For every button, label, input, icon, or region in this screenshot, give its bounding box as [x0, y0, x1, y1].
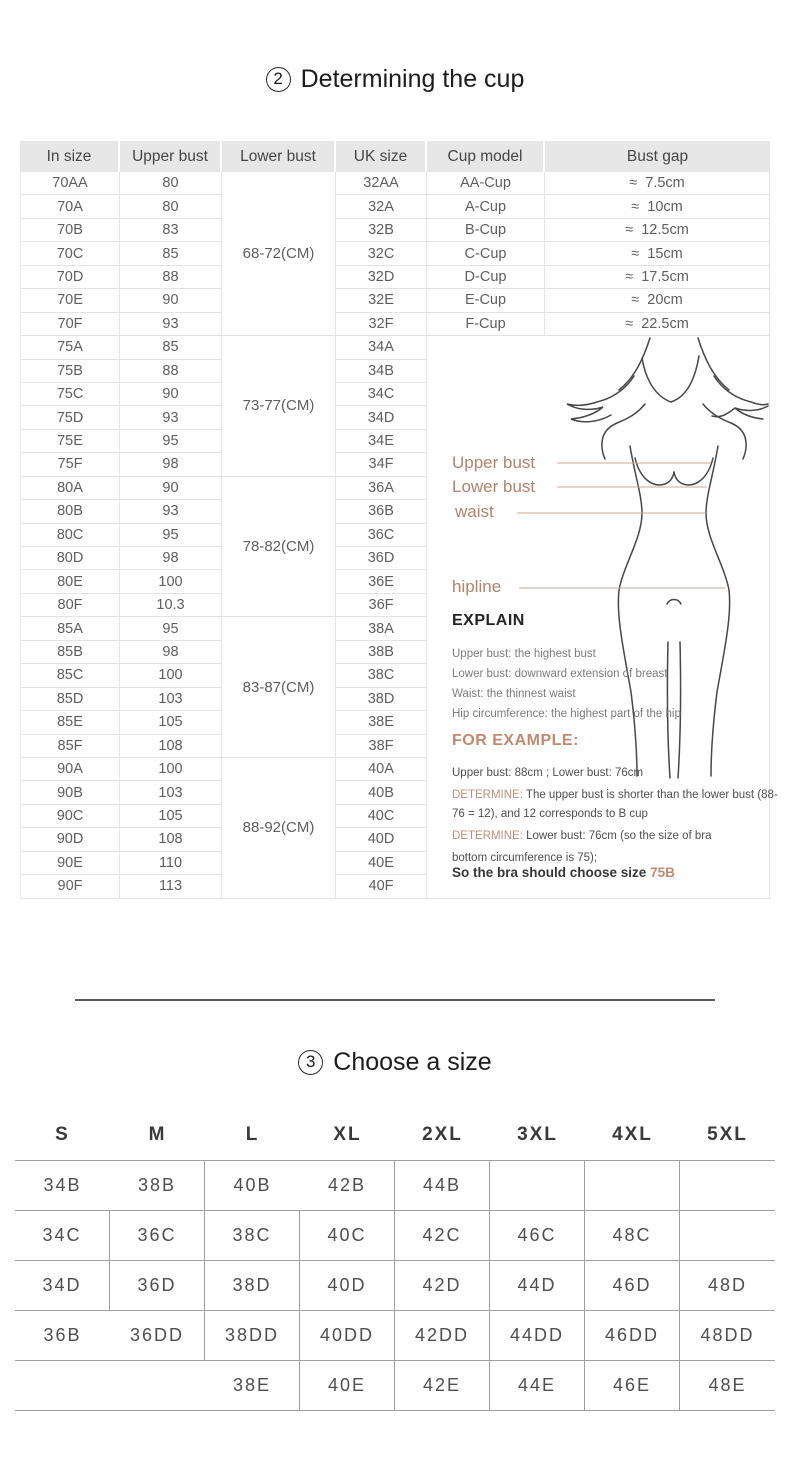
in-size-cell: 80F: [21, 594, 119, 617]
upper-bust-cell: 88: [120, 266, 221, 289]
in-size-cell: 85A: [21, 617, 119, 640]
in-size-cell: 75F: [21, 453, 119, 476]
cup-table-bands: [20, 336, 427, 899]
uk-size-cell: 40E: [336, 852, 426, 875]
cup-table-band: [20, 617, 427, 758]
upper-bust-cell: 10.3: [120, 594, 221, 617]
upper-bust-cell: 80: [120, 195, 221, 218]
size-grid-cell: 40C: [300, 1211, 395, 1260]
size-grid-cell: [490, 1161, 585, 1210]
cup-table-column: [20, 477, 120, 618]
size-grid-cell: 46D: [585, 1261, 680, 1310]
in-size-cell: 75D: [21, 406, 119, 429]
merged-lower-bust-cell: 68-72(CM): [242, 245, 315, 263]
cup-model-cell: F-Cup: [427, 313, 544, 336]
bust-gap-cell: ≈ 10cm: [545, 195, 769, 218]
uk-size-cell: 38B: [336, 641, 426, 664]
cup-table-column: [120, 477, 222, 618]
uk-size-cell: 36A: [336, 477, 426, 500]
cup-model-cell: E-Cup: [427, 289, 544, 312]
upper-bust-cell: 100: [120, 758, 221, 781]
size-grid: [15, 1110, 775, 1411]
in-size-cell: 90C: [21, 805, 119, 828]
in-size-cell: 70AA: [21, 172, 119, 195]
explain-lines: [452, 644, 681, 724]
upper-bust-cell: 110: [120, 852, 221, 875]
size-grid-cell: 36C: [110, 1211, 205, 1260]
cup-table-column: [20, 336, 120, 477]
cup-table-column: [120, 336, 222, 477]
size-grid-header-cell: 4XL: [612, 1124, 653, 1145]
upper-bust-cell: 93: [120, 500, 221, 523]
cup-table-header-row: [20, 141, 770, 172]
upper-bust-cell: 90: [120, 477, 221, 500]
cup-table-column: [20, 172, 120, 336]
size-grid-body: [15, 1160, 775, 1411]
label-lower-bust: Lower bust: [452, 477, 536, 497]
cup-table-band-70: [20, 172, 770, 336]
cup-table-column: [120, 758, 222, 899]
bust-gap-cell: ≈ 7.5cm: [545, 172, 769, 195]
in-size-cell: 85F: [21, 735, 119, 758]
explain-line: Waist: the thinnest waist: [452, 688, 576, 701]
cup-table-column: [20, 617, 120, 758]
determine-label: DETERMINE:: [452, 830, 527, 843]
size-grid-header-cell: 3XL: [517, 1124, 558, 1145]
uk-size-cell: 36D: [336, 547, 426, 570]
upper-bust-cell: 95: [120, 617, 221, 640]
size-grid-cell: [585, 1161, 680, 1210]
upper-bust-cell: 113: [120, 875, 221, 898]
in-size-cell: 70B: [21, 219, 119, 242]
lower-bust-column: [222, 477, 336, 618]
cup-table-lower-area: [20, 336, 778, 899]
size-grid-cell: 40D: [300, 1261, 395, 1310]
conclusion: [452, 865, 675, 880]
column-header: Lower bust: [222, 141, 336, 172]
cup-model-cell: B-Cup: [427, 219, 544, 242]
uk-size-column: [336, 477, 427, 618]
size-grid-header-cell: 5XL: [707, 1124, 748, 1145]
bust-gap-cell: ≈ 20cm: [545, 289, 769, 312]
explain-line: Hip circumference: the highest part of the hip: [452, 708, 681, 721]
conclusion-text: So the bra should choose size: [452, 865, 647, 881]
size-grid-cell: 38E: [205, 1361, 300, 1410]
size-grid-cell: 34C: [15, 1211, 110, 1260]
bust-gap-cell: ≈ 17.5cm: [545, 266, 769, 289]
in-size-cell: 80D: [21, 547, 119, 570]
cup-table-column: [120, 617, 222, 758]
cup-table-band: [20, 336, 427, 477]
determine-line-2: [452, 825, 714, 869]
uk-size-cell: 38D: [336, 688, 426, 711]
cup-model-column: [427, 172, 545, 336]
cup-table-band: [20, 477, 427, 618]
size-grid-cell: 44E: [490, 1361, 585, 1410]
upper-bust-cell: 105: [120, 805, 221, 828]
upper-bust-cell: 105: [120, 711, 221, 734]
size-grid-cell: 38DD: [205, 1311, 300, 1360]
size-grid-cell: [680, 1211, 775, 1260]
in-size-cell: 85C: [21, 664, 119, 687]
step-3-badge: 3: [298, 1050, 323, 1075]
size-grid-cell: 42B: [300, 1161, 395, 1210]
uk-size-cell: 36E: [336, 570, 426, 593]
size-grid-cell: 44D: [490, 1261, 585, 1310]
size-grid-cell: 42E: [395, 1361, 490, 1410]
uk-size-cell: 32C: [336, 242, 426, 265]
size-grid-cell: 48DD: [700, 1325, 755, 1345]
in-size-cell: 90A: [21, 758, 119, 781]
uk-size-cell: 40B: [336, 781, 426, 804]
upper-bust-cell: 80: [120, 172, 221, 195]
upper-bust-cell: 83: [120, 219, 221, 242]
in-size-cell: 90D: [21, 828, 119, 851]
merged-lower-bust-cell: 88-92(CM): [242, 819, 315, 837]
section2-title-text: Determining the cup: [300, 64, 525, 93]
upper-bust-cell: 100: [120, 570, 221, 593]
in-size-cell: 80C: [21, 524, 119, 547]
in-size-cell: 75A: [21, 336, 119, 359]
section2-title: [0, 61, 790, 97]
uk-size-cell: 34B: [336, 360, 426, 383]
lower-bust-column: [222, 172, 336, 336]
cup-table-band: [20, 758, 427, 899]
merged-lower-bust-cell: 73-77(CM): [242, 397, 315, 415]
explain-line: Upper bust: the highest bust: [452, 648, 596, 661]
figure-area: [427, 336, 778, 899]
section3-title: [0, 1044, 790, 1080]
size-grid-cell: 40B: [233, 1175, 272, 1195]
label-hipline: hipline: [452, 577, 502, 597]
size-grid-header-cell: XL: [333, 1124, 362, 1145]
cup-model-cell: A-Cup: [427, 195, 544, 218]
upper-bust-cell: 108: [120, 735, 221, 758]
determine-line-1: [452, 786, 786, 824]
in-size-cell: 85E: [21, 711, 119, 734]
uk-size-cell: 38A: [336, 617, 426, 640]
upper-bust-cell: 103: [120, 688, 221, 711]
lower-bust-column: [222, 758, 336, 899]
size-grid-cell: 44DD: [490, 1311, 585, 1360]
cup-table-column: [120, 172, 222, 336]
size-grid-row: [15, 1311, 775, 1361]
upper-bust-cell: 90: [120, 383, 221, 406]
upper-bust-cell: 93: [120, 406, 221, 429]
size-grid-cell: 38D: [205, 1261, 300, 1310]
upper-bust-cell: 88: [120, 360, 221, 383]
lower-bust-column: [222, 336, 336, 477]
size-grid-cell: 36DD: [110, 1311, 205, 1360]
cup-model-cell: AA-Cup: [427, 172, 544, 195]
uk-size-cell: 40A: [336, 758, 426, 781]
in-size-cell: 75E: [21, 430, 119, 453]
determine-label: DETERMINE:: [452, 789, 526, 802]
upper-bust-cell: 93: [120, 313, 221, 336]
upper-bust-cell: 100: [120, 664, 221, 687]
in-size-cell: 70C: [21, 242, 119, 265]
cup-model-cell: D-Cup: [427, 266, 544, 289]
merged-lower-bust-cell: 78-82(CM): [242, 538, 315, 555]
size-grid-row: [15, 1211, 775, 1261]
uk-size-cell: 38F: [336, 735, 426, 758]
section-divider: [75, 999, 715, 1001]
uk-size-cell: 40F: [336, 875, 426, 898]
uk-size-cell: 32F: [336, 313, 426, 336]
size-grid-cell: 34B: [43, 1175, 82, 1195]
uk-size-cell: 40C: [336, 805, 426, 828]
in-size-cell: 70F: [21, 313, 119, 336]
lower-bust-column: [222, 617, 336, 758]
example-intro: Upper bust: 88cm ; Lower bust: 76cm: [452, 767, 644, 780]
size-grid-cell: 38B: [110, 1161, 205, 1210]
size-grid-cell: 36D: [110, 1261, 205, 1310]
in-size-cell: 80A: [21, 477, 119, 500]
uk-size-cell: 32D: [336, 266, 426, 289]
uk-size-cell: 36C: [336, 524, 426, 547]
column-header: UK size: [336, 141, 427, 172]
label-upper-bust: Upper bust: [452, 453, 536, 473]
uk-size-column: [336, 617, 427, 758]
upper-bust-cell: 95: [120, 430, 221, 453]
uk-size-cell: 32A: [336, 195, 426, 218]
bust-gap-cell: ≈ 12.5cm: [545, 219, 769, 242]
cup-size-table: [20, 141, 778, 899]
size-grid-cell: 40DD: [300, 1311, 395, 1360]
size-grid-header-row: [15, 1110, 775, 1160]
uk-size-cell: 34C: [336, 383, 426, 406]
size-grid-cell: [15, 1361, 110, 1410]
size-grid-cell: 46DD: [585, 1311, 680, 1360]
bust-gap-column: [545, 172, 770, 336]
label-waist: waist: [455, 502, 494, 522]
conclusion-size: 75B: [650, 865, 675, 881]
size-grid-row: [15, 1261, 775, 1311]
in-size-cell: 80B: [21, 500, 119, 523]
size-grid-row: [15, 1361, 775, 1411]
uk-size-cell: 34F: [336, 453, 426, 476]
bust-gap-cell: ≈ 22.5cm: [545, 313, 769, 336]
upper-bust-cell: 98: [120, 547, 221, 570]
in-size-cell: 75C: [21, 383, 119, 406]
upper-bust-cell: 98: [120, 453, 221, 476]
size-grid-cell: 34D: [15, 1261, 110, 1310]
merged-lower-bust-cell: 83-87(CM): [242, 678, 315, 696]
uk-size-cell: 32B: [336, 219, 426, 242]
uk-size-column: [336, 758, 427, 899]
size-grid-cell: 44B: [395, 1161, 490, 1210]
cup-table-column: [20, 758, 120, 899]
upper-bust-cell: 95: [120, 524, 221, 547]
size-grid-cell: 38C: [205, 1211, 300, 1260]
section3-title-text: Choose a size: [333, 1047, 492, 1076]
size-grid-cell: 48D: [707, 1275, 748, 1295]
uk-size-column: [336, 172, 427, 336]
upper-bust-cell: 98: [120, 641, 221, 664]
step-2-badge: 2: [266, 67, 291, 92]
in-size-cell: 75B: [21, 360, 119, 383]
upper-bust-cell: 85: [120, 336, 221, 359]
determine-text: The upper bust is shorter than the lower bust (88-76 = 12), and 12 corresponds to B cup: [452, 789, 778, 821]
uk-size-cell: 32E: [336, 289, 426, 312]
size-grid-cell: 42C: [395, 1211, 490, 1260]
size-grid-header-cell: L: [245, 1124, 260, 1145]
size-grid-header-cell: M: [148, 1124, 167, 1145]
upper-bust-cell: 108: [120, 828, 221, 851]
uk-size-cell: 34D: [336, 406, 426, 429]
uk-size-cell: 36F: [336, 594, 426, 617]
uk-size-cell: 38E: [336, 711, 426, 734]
explain-heading: EXPLAIN: [452, 612, 525, 630]
in-size-cell: 90B: [21, 781, 119, 804]
size-grid-cell: 46E: [585, 1361, 680, 1410]
size-grid-cell: 42D: [395, 1261, 490, 1310]
in-size-cell: 70E: [21, 289, 119, 312]
size-grid-cell: 42DD: [395, 1311, 490, 1360]
column-header: Upper bust: [120, 141, 222, 172]
upper-bust-cell: 103: [120, 781, 221, 804]
uk-size-cell: 34E: [336, 430, 426, 453]
size-grid-cell: 48E: [708, 1375, 747, 1395]
in-size-cell: 85B: [21, 641, 119, 664]
size-grid-cell: [110, 1361, 205, 1410]
in-size-cell: 70D: [21, 266, 119, 289]
size-grid-cell: 48C: [585, 1211, 680, 1260]
size-grid-row: [15, 1161, 775, 1211]
column-header: In size: [20, 141, 120, 172]
uk-size-cell: 40D: [336, 828, 426, 851]
bust-gap-cell: ≈ 15cm: [545, 242, 769, 265]
determine-text: Lower bust: 76cm (so the size of bra bottom circumference is 75);: [452, 830, 712, 865]
size-grid-cell: [680, 1161, 775, 1210]
size-grid-cell: 36B: [43, 1325, 82, 1345]
size-grid-header-cell: S: [55, 1124, 70, 1145]
in-size-cell: 85D: [21, 688, 119, 711]
in-size-cell: 70A: [21, 195, 119, 218]
column-header: Bust gap: [626, 147, 689, 165]
upper-bust-cell: 90: [120, 289, 221, 312]
explain-line: Lower bust: downward extension of breast: [452, 668, 668, 681]
column-header: Cup model: [427, 141, 545, 172]
example-heading: FOR EXAMPLE:: [452, 732, 579, 750]
size-grid-cell: 40E: [300, 1361, 395, 1410]
size-grid-cell: 46C: [490, 1211, 585, 1260]
cup-model-cell: C-Cup: [427, 242, 544, 265]
uk-size-column: [336, 336, 427, 477]
upper-bust-cell: 85: [120, 242, 221, 265]
uk-size-cell: 32AA: [336, 172, 426, 195]
uk-size-cell: 38C: [336, 664, 426, 687]
uk-size-cell: 36B: [336, 500, 426, 523]
uk-size-cell: 34A: [336, 336, 426, 359]
size-grid-header-cell: 2XL: [422, 1124, 463, 1145]
in-size-cell: 80E: [21, 570, 119, 593]
in-size-cell: 90F: [21, 875, 119, 898]
in-size-cell: 90E: [21, 852, 119, 875]
